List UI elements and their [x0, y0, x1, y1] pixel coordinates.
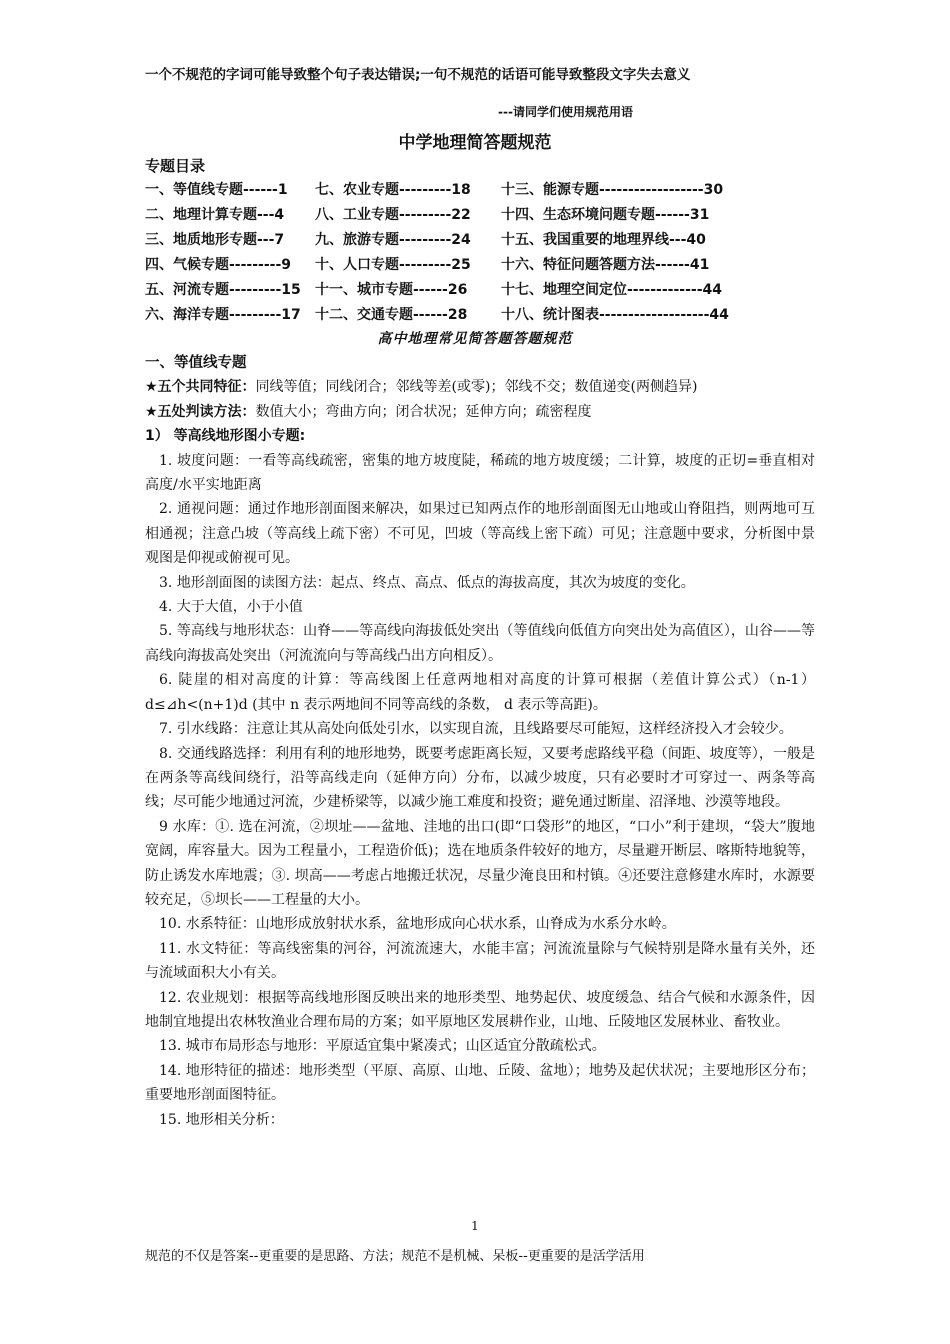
paragraph: 9 水库：①. 选在河流，②坝址——盆地、洼地的出口(即“口袋形”的地区，“口小”利于建坝，“袋大”腹地宽阔，库容量大。因为工程量小，工程造价低)；选在地质条件较好的地方，尽量避开断层、喀斯特地貌等，防止诱发水库地震；③. 坝高——考虑占地搬迁状况，尽量少淹良田和村镇。④还要注意修建水库时，水源要较充足，⑤坝长——工程量的大小。: [145, 818, 815, 908]
paragraph: 7. 引水线路：注意让其从高处向低处引水，以实现自流，且线路要尽可能短，这样经济投入才会较少。: [159, 721, 793, 738]
toc-entry: 九、旅游专题---------24: [315, 232, 471, 248]
paragraph: 2. 通视问题：通过作地形剖面图来解决，如果过已知两点作的地形剖面图无山地或山脊阻挡，则两地可互相通视；注意凸坡（等高线上疏下密）不可见，凹坡（等高线上密下疏）可见；注意题中要求，分析图中景观图是仰视或俯视可见。: [145, 501, 815, 567]
section-subtitle: 高中地理常见简答题答题规范: [377, 331, 573, 347]
toc-entry: 三、地质地形专题---7: [145, 232, 285, 248]
page-number: 1: [471, 1219, 479, 1233]
subsection-heading: 1） 等高线地形图小专题:: [145, 428, 306, 445]
section-body: [145, 351, 815, 1132]
paragraph: 4. 大于大值，小于小值: [159, 599, 303, 616]
toc-row: [145, 228, 825, 253]
paragraph: 13. 城市布局形态与地形：平原适宜集中紧凑式；山区适宜分散疏松式。: [159, 1038, 606, 1055]
feature-text: 数值大小；弯曲方向；闭合状况；延伸方向；疏密程度: [255, 403, 592, 420]
toc-row: [145, 278, 825, 303]
paragraph: 5. 等高线与地形状态：山脊——等高线向海拔低处突出（等值线向低值方向突出处为高值区），山谷——等高线向海拔高处突出（河流流向与等高线凸出方向相反）。: [145, 623, 815, 664]
toc-entry: 一、等值线专题------1: [145, 182, 288, 198]
table-of-contents: [145, 178, 825, 328]
toc-label: 专题目录: [145, 157, 206, 175]
header-attribution: ---请同学们使用规范用语: [498, 105, 633, 119]
feature-label: ★五个共同特征：: [145, 379, 256, 396]
paragraph: 8. 交通线路选择：利用有利的地形地势，既要考虑距离长短，又要考虑路线平稳（间距、坡度等），一般是在两条等高线间绕行，沿等高线走向（延伸方向）分布，以减少坡度，只有必要时才可穿过一、两条等高线；尽可能少地通过河流，少建桥梁等，以减少施工难度和投资；避免通过断崖、沼泽地、沙漠等地段。: [145, 745, 815, 811]
toc-row: [145, 203, 825, 228]
toc-entry: 四、气候专题---------9: [145, 257, 292, 273]
toc-entry: 八、工业专题---------22: [315, 207, 471, 223]
toc-row: [145, 303, 825, 328]
paragraph: 12. 农业规划：根据等高线地形图反映出来的地形类型、地势起伏、坡度缓急、结合气候和水源条件，因地制宜地提出农林牧渔业合理布局的方案；如平原地区发展耕作业，山地、丘陵地区发展林业、畜牧业。: [145, 989, 815, 1030]
toc-entry: 十二、交通专题------28: [315, 307, 468, 323]
toc-entry: 六、海洋专题---------17: [145, 307, 301, 323]
toc-entry: 十、人口专题---------25: [315, 257, 471, 273]
paragraph: 10. 水系特征：山地形成放射状水系，盆地形成向心状水系，山脊成为水系分水岭。: [159, 916, 676, 933]
feature-text: 同线等值；同线闭合；邻线等差(或零)；邻线不交；数值递变(两侧趋异): [255, 379, 698, 396]
section-heading: 一、等值线专题: [145, 355, 247, 371]
toc-entry: 十八、统计图表-------------------44: [501, 307, 729, 323]
toc-row: [145, 253, 825, 278]
feature-line: [145, 375, 815, 399]
toc-entry: 七、农业专题---------18: [315, 182, 471, 198]
toc-entry: 十五、我国重要的地理界线---40: [501, 232, 706, 248]
document-title: 中学地理简答题规范: [398, 133, 552, 153]
paragraph: 11. 水文特征：等高线密集的河谷，河流流速大，水能丰富；河流流量除与气候特别是降水量有关外，还与流域面积大小有关。: [145, 940, 815, 982]
paragraph: 1. 坡度问题：一看等高线疏密，密集的地方坡度陡，稀疏的地方坡度缓；二计算，坡度的正切=垂直相对高度/水平实地距离: [145, 452, 815, 494]
toc-entry: 五、河流专题---------15: [145, 282, 301, 298]
toc-entry: 十七、地理空间定位-------------44: [501, 282, 723, 298]
paragraph: 15. 地形相关分析：: [159, 1111, 284, 1128]
paragraph: 14. 地形特征的描述：地形类型（平原、高原、山地、丘陵、盆地）；地势及起伏状况；主要地形区分布；重要地形剖面图特征。: [145, 1062, 815, 1104]
toc-entry: 二、地理计算专题---4: [145, 207, 285, 223]
toc-row: [145, 178, 825, 203]
header-quote: 一个不规范的字词可能导致整个句子表达错误;一句不规范的话语可能导致整段文字失去意义: [145, 67, 691, 83]
feature-label: ★五处判读方法：: [145, 403, 256, 420]
toc-entry: 十四、生态环境问题专题------31: [501, 207, 710, 223]
footer-text: 规范的不仅是答案--更重要的是思路、方法；规范不是机械、呆板--更重要的是活学活用: [145, 1249, 645, 1264]
paragraph: 6. 陡崖的相对高度的计算：等高线图上任意两地相对高度的计算可根据（差值计算公式）（n-1）d≤⊿h<(n+1)d (其中 n 表示两地间不同等高线的条数， d 表示等高距)。: [145, 672, 815, 713]
feature-line: [145, 400, 815, 424]
toc-entry: 十一、城市专题------26: [315, 282, 468, 298]
toc-entry: 十六、特征问题答题方法------41: [501, 257, 710, 273]
toc-entry: 十三、能源专题------------------30: [501, 182, 724, 198]
paragraph: 3. 地形剖面图的读图方法：起点、终点、高点、低点的海拔高度，其次为坡度的变化。: [159, 574, 695, 591]
